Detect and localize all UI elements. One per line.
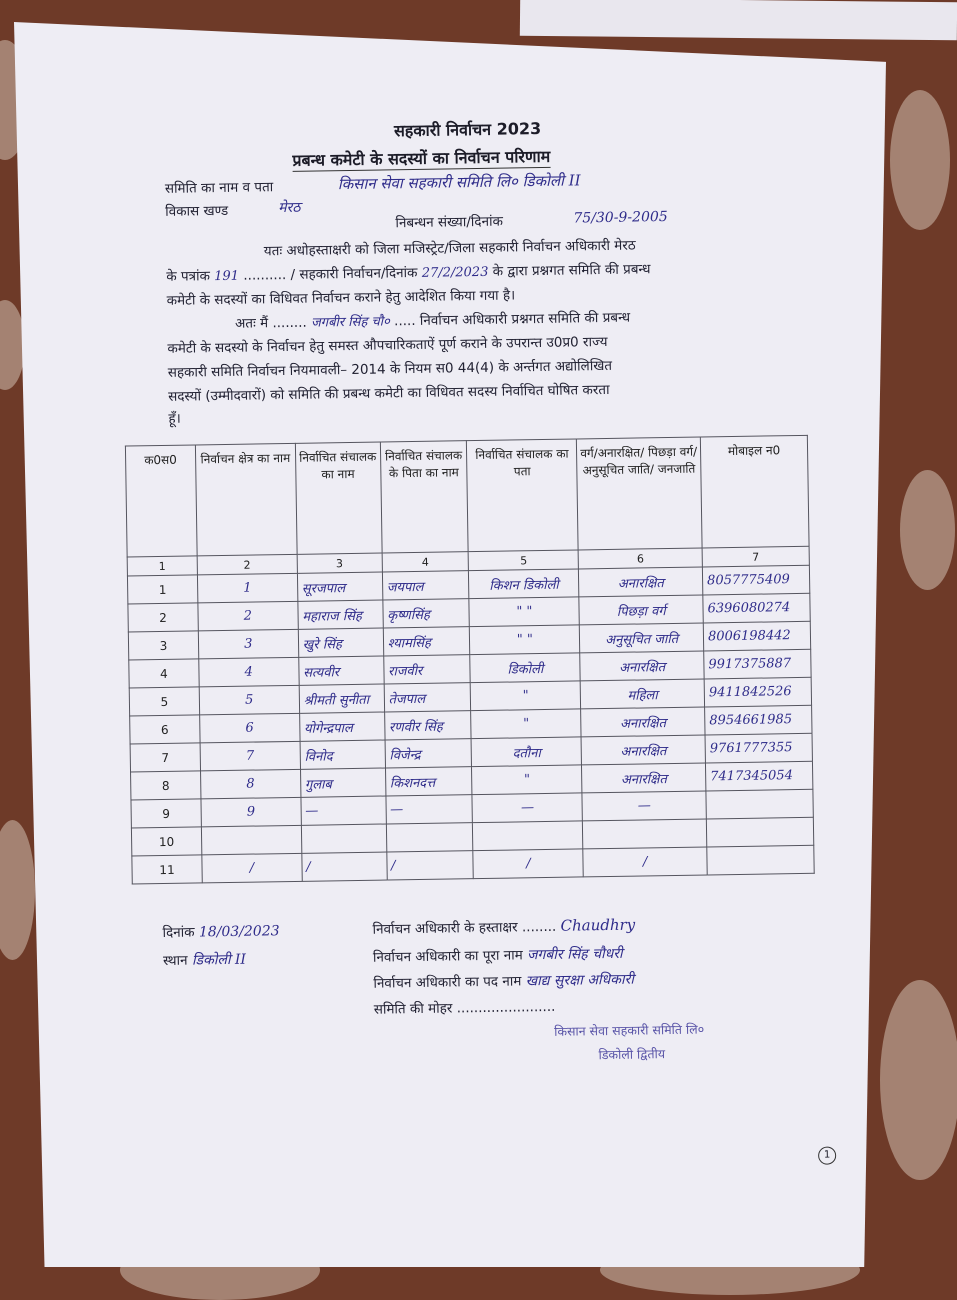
post-label: निर्वाचन अधिकारी का पद नाम xyxy=(373,973,522,992)
para2-line-e: हूँ। xyxy=(168,410,181,427)
cell-naam: खुरे सिंह xyxy=(298,628,383,657)
para2-pre: अतः मैं xyxy=(234,315,269,332)
cell-pata: किशन डिकोली xyxy=(469,569,579,599)
cell-pita: राजवीर xyxy=(383,655,470,684)
cell-naam: सत्यवीर xyxy=(298,656,383,685)
header-naam: निर्वाचित संचालक का नाम xyxy=(295,442,382,554)
header-pita: निर्वाचित संचालक के पिता का नाम xyxy=(380,441,469,553)
cell-sn: 6 xyxy=(130,715,200,744)
cell-kshetra: 6 xyxy=(200,713,300,743)
cell-naam: महाराज सिंह xyxy=(298,600,383,629)
para2-line-d: सदस्यों (उम्मीदवारों) को समिति की प्रबन्ध कमेटी का विधिवत सदस्य निर्वाचित घोषित करता xyxy=(168,381,610,405)
cell-kshetra xyxy=(201,825,301,855)
cell-kshetra: / xyxy=(202,853,302,883)
cell-pata: दतौना xyxy=(472,737,582,767)
col-number: 6 xyxy=(578,548,702,569)
cell-varg: — xyxy=(582,791,706,821)
notice-subtitle: प्रबन्ध कमेटी के सदस्यों का निर्वाचन परिणाम xyxy=(292,146,551,170)
cell-pata: " " xyxy=(469,597,579,627)
cell-mobile: 9761777355 xyxy=(705,733,812,763)
cell-pata xyxy=(473,821,583,851)
header-varg: वर्ग/अनारक्षित/ पिछड़ा वर्ग/ अनुसूचित जाति/ जनजाति xyxy=(577,437,702,550)
cell-sn: 4 xyxy=(129,659,199,688)
col-number: 4 xyxy=(382,552,469,572)
results-table xyxy=(125,435,815,885)
col-number: 1 xyxy=(127,556,197,576)
col-number: 2 xyxy=(197,554,297,575)
cell-kshetra: 8 xyxy=(200,769,300,799)
notice-title: सहकारी निर्वाचन 2023 xyxy=(393,118,542,141)
cell-pita: जयपाल xyxy=(382,571,469,600)
cell-mobile xyxy=(707,845,814,875)
cell-varg: अनारक्षित xyxy=(582,763,706,793)
cell-mobile: 9411842526 xyxy=(704,677,811,707)
cell-naam: गुलाब xyxy=(300,768,385,797)
cell-varg: अनारक्षित xyxy=(581,707,705,737)
cell-naam: सूरजपाल xyxy=(297,572,382,601)
mohar-label: समिति की मोहर xyxy=(373,1000,453,1018)
table-header-row xyxy=(125,435,809,557)
cell-sn: 5 xyxy=(129,687,199,716)
cell-kshetra: 7 xyxy=(200,741,300,771)
cell-pita: कृष्णसिंह xyxy=(382,599,469,628)
footer-dinank-label: दिनांक xyxy=(162,924,195,942)
footer-sthan-value: डिकोली II xyxy=(191,951,247,969)
cell-pita xyxy=(386,823,473,852)
para2-line-c: सहकारी समिति निर्वाचन नियमावली– 2014 के नियम स0 44(4) के अर्न्तगत अद्योलिखित xyxy=(167,357,613,381)
samiti-value: किसान सेवा सहकारी समिति लि० डिकोली II xyxy=(337,171,581,194)
col-number: 3 xyxy=(297,553,382,573)
nibandhan-value: 75/30-9-2005 xyxy=(573,209,668,227)
col-number: 5 xyxy=(469,550,579,571)
col-number: 7 xyxy=(702,546,809,567)
cell-sn: 7 xyxy=(130,743,200,772)
cell-naam: योगेन्द्रपाल xyxy=(299,712,384,741)
cell-varg: अनुसूचित जाति xyxy=(580,623,704,653)
cell-sn: 1 xyxy=(127,575,197,604)
cell-naam: / xyxy=(302,852,387,881)
cell-mobile: 8006198442 xyxy=(703,621,810,651)
cell-varg: अनारक्षित xyxy=(581,735,705,765)
cell-pata: " xyxy=(471,709,581,739)
notice-content: सहकारी निर्वाचन 2023 प्रबन्ध कमेटी के सदस्यों का निर्वाचन परिणाम समिति का नाम व पता किसान सेवा सहकारी समिति लि० डिकोली II विकास खण्ड मेरठ निबन्धन संख्या/दिनांक 75/30-9-2005 यतः अधोहस्ताक्षरी को जिला मजिस्ट्रेट/जिला सहकारी निर्वाचन अधिकारी मेरठ के पत्रांक 191 .......... / सहकारी निर्वाचन/दिनांक 27/2/2023 के द्वारा प्रश्नगत समिति की प्रबन्ध कमेटी के सदस्यों का विधिवत निर्वाचन कराने हेतु आदेशित किया गया है। अतः मैं ........ जगबीर सिंह चौ० ..... निर्वाचन अधिकारी प्रश्नगत समिति की प्रबन्ध कमेटी के सदस्यो के निर्वाचन हेतु समस्त औपचारिकताऐं पूर्ण कराने के उपरान्त उ0प्र0 राज्य सहकारी समिति निर्वाचन नियमावली– 2014 के नियम स0 44(4) के अर्न्तगत अद्योलिखित सदस्यों (उम्मीदवारों) को समिति की प्रबन्ध कमेटी का विधिवत सदस्य निर्वाचित घोषित करता हूँ। क0स0 निर्वाचन क्षेत्र का नाम निर्वाचित संचालक का नाम निर्वाचित संचालक के पिता का नाम निर्वाचित संचालक का पता वर्ग/अनारक्षित/ पिछड़ा वर्ग/ अनुसूचित जाति/ जनजाति मोबाइल न0 1 2 3 4 5 6 7 1 1 सूरजपाल जयपाल किशन डिकोली अनारक्षित 8057775409 2 2 महाराज सिंह कृष्णसिंह " " पिछड़ा वर्ग 6396080274 3 3 खुरे सिंह श्यामसिंह " " अनुसूचित जाति 8006198442 4 4 सत्यवीर राजवीर डिकोली अनारक्षित 9917375887 5 5 श्रीमती सुनीता तेजपाल " महिला 9411842526 6 6 योगेन्द्रपाल रणवीर सिंह " अनारक्षित 8954661985 7 7 विनोद विजेन्द्र दतौना अनारक्षित 9761777355 8 8 गुलाब किशनदत्त " अनारक्षित 7417345054 9 9 — — — — 10 11 / / / / / दिनांक 18/03/2023 स्थान डिकोली II निर्वाचन अधिकारी के हस्ताक्षर ........ Chaudhry निर्वाचन अधिकारी का पूरा नाम जगबीर सिंह चौधरी निर्वाचन अधिकारी का पद नाम खाद्य सुरक्षा अधिकारी समिति की मोहर ....................... किसान सेवा सहकारी समिति लि० डिकोली द्वितीय 1 xyxy=(0,0,957,1287)
cell-naam: श्रीमती सुनीता xyxy=(299,684,384,713)
stamp-line-1: किसान सेवा सहकारी समिति लि० xyxy=(554,1021,705,1039)
nibandhan-label: निबन्धन संख्या/दिनांक xyxy=(395,213,504,232)
fullname-label: निर्वाचन अधिकारी का पूरा नाम xyxy=(372,947,523,966)
cell-mobile: 9917375887 xyxy=(704,649,811,679)
cell-pita: किशनदत्त xyxy=(385,767,472,796)
cell-mobile: 6396080274 xyxy=(703,593,810,623)
cell-pita: तेजपाल xyxy=(384,683,471,712)
cell-sn: 3 xyxy=(128,631,198,660)
cell-varg: महिला xyxy=(580,679,704,709)
cell-mobile: 7417345054 xyxy=(705,761,812,791)
cell-kshetra: 1 xyxy=(197,573,297,603)
cell-mobile: 8057775409 xyxy=(702,565,809,595)
cell-sn: 10 xyxy=(131,827,201,856)
cell-pata: " xyxy=(471,681,581,711)
cell-kshetra: 3 xyxy=(198,629,298,659)
cell-pata: डिकोली xyxy=(470,653,580,683)
cell-naam: — xyxy=(301,796,386,825)
para2-line-a-end: निर्वाचन अधिकारी प्रश्नगत समिति की प्रबन्ध xyxy=(419,309,631,329)
cell-kshetra: 5 xyxy=(199,685,299,715)
cell-pata: — xyxy=(472,793,582,823)
cell-kshetra: 4 xyxy=(199,657,299,687)
cell-mobile xyxy=(706,789,813,819)
cell-varg: / xyxy=(583,847,707,877)
vikas-khand-value: मेरठ xyxy=(278,199,301,217)
para1-dinank-label: / सहकारी निर्वाचन/दिनांक xyxy=(290,264,418,283)
para1-line-c: कमेटी के सदस्यों का विधिवत निर्वाचन कराने हेतु आदेशित किया गया है। xyxy=(166,287,516,309)
stamp-line-2: डिकोली द्वितीय xyxy=(598,1046,666,1063)
footer-dinank-value: 18/03/2023 xyxy=(198,923,280,941)
cell-pita: / xyxy=(386,851,473,880)
cell-naam: विनोद xyxy=(300,740,385,769)
cell-mobile: 8954661985 xyxy=(705,705,812,735)
cell-pita: श्यामसिंह xyxy=(383,627,470,656)
para1-line-b-end: के द्वारा प्रश्नगत समिति की प्रबन्ध xyxy=(492,261,651,280)
cell-kshetra: 2 xyxy=(198,601,298,631)
cell-pita: — xyxy=(386,795,473,824)
cell-naam xyxy=(301,824,386,853)
officer-signature: Chaudhry xyxy=(560,915,636,935)
page-number: 1 xyxy=(818,1146,836,1164)
cell-mobile xyxy=(706,817,813,847)
patrank-value: 191 xyxy=(214,268,240,285)
sign-label: निर्वाचन अधिकारी के हस्ताक्षर xyxy=(372,919,518,938)
header-pata: निर्वाचित संचालक का पता xyxy=(467,439,579,552)
cell-varg: पिछड़ा वर्ग xyxy=(579,595,703,625)
cell-sn: 2 xyxy=(128,603,198,632)
cell-pata: / xyxy=(473,849,583,879)
cell-varg: अनारक्षित xyxy=(580,651,704,681)
officer-name-value: जगबीर सिंह चौ० xyxy=(310,314,390,331)
cell-varg xyxy=(583,819,707,849)
cell-sn: 9 xyxy=(131,799,201,828)
footer-sthan-label: स्थान xyxy=(162,952,188,970)
fullname-value: जगबीर सिंह चौधरी xyxy=(526,945,623,964)
cell-pita: रणवीर सिंह xyxy=(384,711,471,740)
cell-sn: 8 xyxy=(131,771,201,800)
vikas-khand-label: विकास खण्ड xyxy=(165,202,229,220)
cell-pata: " xyxy=(472,765,582,795)
para1-line-a: यतः अधोहस्ताक्षरी को जिला मजिस्ट्रेट/जिला सहकारी निर्वाचन अधिकारी मेरठ xyxy=(263,237,636,260)
header-serial: क0स0 xyxy=(125,445,197,557)
header-kshetra: निर्वाचन क्षेत्र का नाम xyxy=(195,443,297,556)
cell-varg: अनारक्षित xyxy=(579,567,703,597)
post-value: खाद्य सुरक्षा अधिकारी xyxy=(525,971,635,990)
patra-dinank-value: 27/2/2023 xyxy=(421,264,489,281)
header-mobile: मोबाइल न0 xyxy=(700,435,809,548)
cell-pata: " " xyxy=(470,625,580,655)
cell-pita: विजेन्द्र xyxy=(385,739,472,768)
cell-kshetra: 9 xyxy=(201,797,301,827)
cell-sn: 11 xyxy=(132,855,202,884)
samiti-label: समिति का नाम व पता xyxy=(164,179,274,197)
para2-line-b: कमेटी के सदस्यो के निर्वाचन हेतु समस्त औपचारिकताऐं पूर्ण कराने के उपरान्त उ0प्र0 राज्य xyxy=(167,333,608,357)
para1-patrank-label: के पत्रांक xyxy=(166,268,211,285)
